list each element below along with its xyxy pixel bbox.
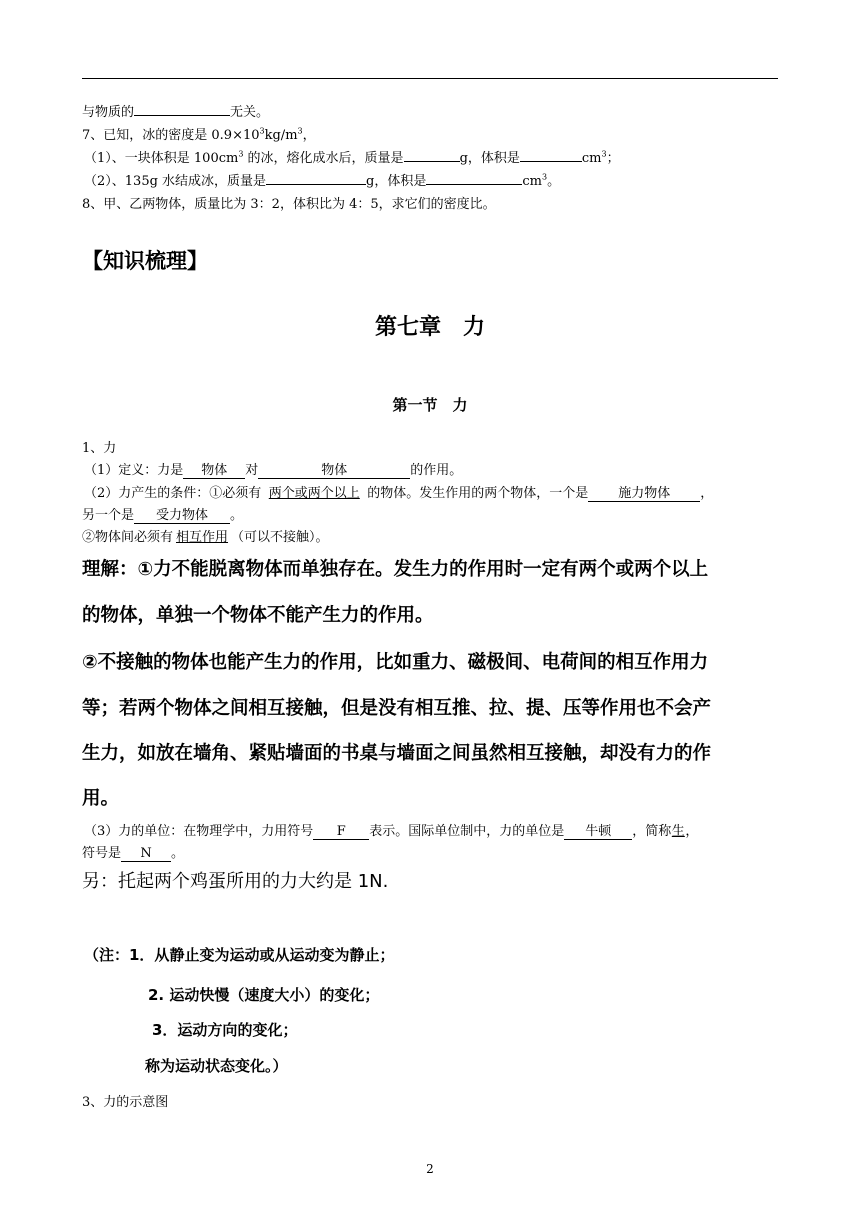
understanding-line-5: 生力，如放在墙角、紧贴墙面的书桌与墙面之间虽然相互接触，却没有力的作 bbox=[82, 743, 712, 764]
item-1-condition: （2）力产生的条件：①必须有 两个或两个以上 的物体。发生作用的两个物体，一个是 施力物体 ， bbox=[84, 486, 714, 501]
note-line-2: 2. 运动快慢（速度大小）的变化； bbox=[148, 986, 380, 1004]
item-1-condition-line2: 另一个是 受力物体 。 bbox=[82, 508, 244, 523]
understanding-line-3: ②不接触的物体也能产生力的作用，比如重力、磁极间、电荷间的相互作用力 bbox=[82, 652, 709, 673]
item-unit-line2: 符号是 N 。 bbox=[82, 846, 185, 861]
page-number: 2 bbox=[426, 1162, 434, 1176]
understanding-line-1: 理解：①力不能脱离物体而单独存在。发生力的作用时一定有两个或两个以上 bbox=[82, 559, 709, 580]
section-title: 第一节 力 bbox=[392, 396, 468, 414]
item-unit: （3）力的单位：在物理学中，力用符号 F 表示。国际单位制中，力的单位是 牛顿 ，简称生， bbox=[84, 824, 699, 839]
item-1-definition: （1）定义：力是 物体 对 物体 的作用。 bbox=[84, 463, 463, 478]
question-7: 7、已知，冰的密度是 $0.9\times 10^3kg/m^3$， bbox=[82, 126, 316, 143]
note-line-4: 称为运动状态变化。） bbox=[145, 1057, 288, 1075]
understanding-line-6: 用。 bbox=[82, 788, 120, 809]
note-line-3: 3．运动方向的变化； bbox=[152, 1021, 298, 1039]
understanding-line-2: 的物体，单独一个物体不能产生力的作用。 bbox=[82, 605, 434, 626]
chapter-title: 第七章 力 bbox=[374, 315, 485, 340]
question-8: 8、甲、乙两物体，质量比为 3：2，体积比为 4：5，求它们的密度比。 bbox=[82, 197, 496, 212]
knowledge-heading: 【知识梳理】 bbox=[82, 249, 208, 273]
understanding-line-4: 等；若两个物体之间相互接触，但是没有相互推、拉、提、压等作用也不会产 bbox=[82, 698, 712, 719]
item-1-title: 1、力 bbox=[82, 441, 117, 456]
item-1-condition-2: ②物体间必须有 相互作用 （可以不接触）。 bbox=[82, 530, 329, 545]
line-material: 与物质的 无关。 bbox=[82, 105, 270, 120]
header-rule bbox=[82, 78, 778, 79]
item-3-title: 3、力的示意图 bbox=[82, 1095, 169, 1110]
question-7-1: （1）、一块体积是 $100cm^3$ 的冰，熔化成水后，质量是 g，体积是 $cm^3$； bbox=[84, 149, 620, 166]
extra-note: 另：托起两个鸡蛋所用的力大约是 1N. bbox=[82, 871, 389, 892]
note-line-1: （注：1．从静止变为运动或从运动变为静止； bbox=[84, 946, 395, 964]
question-7-2: （2）、135g 水结成冰，质量是 g，体积是 $cm^3$。 bbox=[84, 172, 561, 189]
